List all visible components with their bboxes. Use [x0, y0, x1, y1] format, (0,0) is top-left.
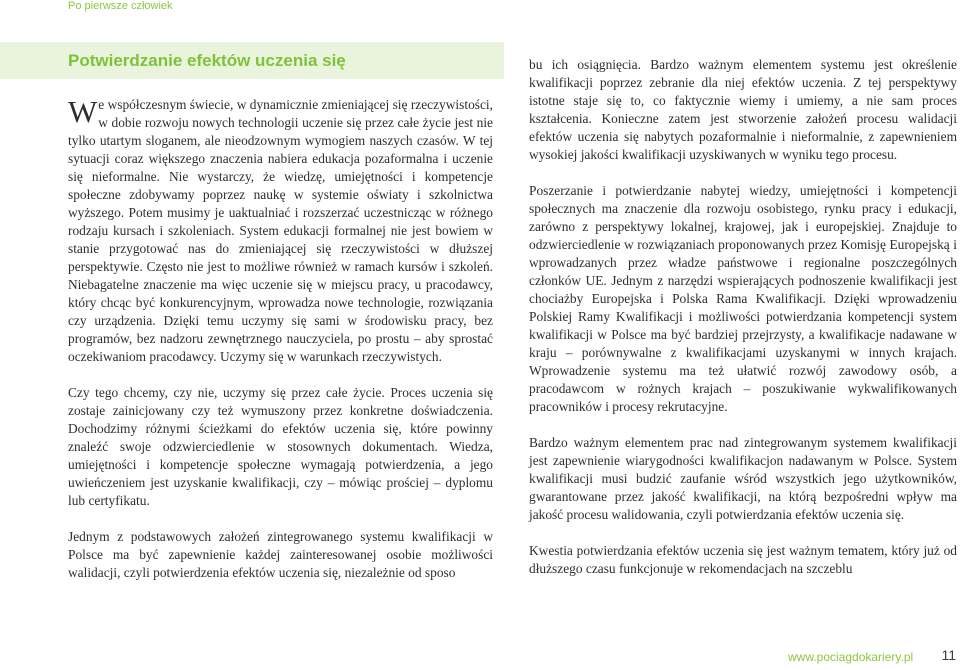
running-head: Po pierwsze człowiek: [68, 0, 173, 12]
page-number: 11: [941, 647, 956, 663]
paragraph-intro-text: e współczesnym świecie, w dynamicznie zmieniającej się rzeczywistości, w dobie rozwoju nowych technologii uczenie się przez całe życie jest nie tylko utartym sloganem, ale nieodzownym wymogiem naszych czasów. W tej sytuacji coraz większego znaczenia nabiera edukacja pozaformalna i uczenie się nieformalne. Nie wystarczy, że wiedzę, umiejętności i kompetencje społeczne zdobywamy poprzez naukę w systemie oświaty i szkolnictwa wyższego. Potem musimy je uaktualniać i rozszerzać uczestnicząc w różnego rodzaju kursach i szkoleniach. System edukacji formalnej nie jest bowiem w stanie przygotować nas do zmieniającej się rzeczywistości w dłuższej perspektywie. Często nie jest to możliwe również w ramach kursów i szkoleń. Niebagatelne znaczenie ma więc uczenie się w miejscu pracy, u pracodawcy, który chcąc być konkurencyjnym, wprowadza nowe technologie, rozwiązania czy urządzenia. Dzięki temu uczymy się sami w środowisku pracy, bez programów, bez nadzoru zewnętrznego nauczyciela, po prostu – aby sprostać oczekiwaniom pracodawcy. Uczymy się w warunkach rzeczywistych.: [68, 97, 493, 364]
paragraph: Poszerzanie i potwierdzanie nabytej wiedzy, umiejętności i kompetencji społecznych ma znaczenie dla rozwoju osobistego, rynku pracy i edukacji, zarówno z perspektywy lokalnej, krajowej, jak i europejskiej. Znajduje to odzwierciedlenie w rozwiązaniach proponowanych przez Komisję Europejską i wprowadzanych przez władze państwowe i regionalne poszczególnych członków UE. Jednym z narzędzi wspierających podnoszenie kwalifikacji jest chociażby Europejska i Polska Rama Kwalifikacji. Dzięki wprowadzeniu Polskiej Ramy Kwalifikacji i możliwości potwierdzania kompetencji system kwalifikacji w Polsce ma być bardziej przejrzysty, a kwalifikacje nadawane w kraju – porównywalne z kwalifikacjami uzyskanymi w innych krajach. Wprowadzenie systemu ma też ułatwić rozwój zawodowy osób, a pracodawcom w rożnych krajach – poszukiwanie wykwalifikowanych pracowników i procesy rekrutacyjne.: [529, 183, 957, 414]
left-column: [68, 96, 493, 582]
paragraph: Kwestia potwierdzania efektów uczenia się jest ważnym tematem, który już od dłuższego czasu funkcjonuje w rekomendacjach na szczeblu: [529, 543, 957, 576]
dropcap-letter: W: [68, 94, 98, 129]
paragraph: Czy tego chcemy, czy nie, uczymy się przez całe życie. Proces uczenia się zostaje zainicjowany czy też wymuszony przez konkretne doświadczenia. Dochodzimy różnymi ścieżkami do efektów uczenia się, które powinny znaleźć swoje odzwierciedlenie w stosownych dokumentach. Wiedza, umiejętności i kompetencje społeczne wymagają potwierdzenia, a jego uwieńczeniem jest uzyskanie kwalifikacji, czy – mówiąc prościej – dyplomu lub certyfikatu.: [68, 385, 493, 508]
section-title: Potwierdzanie efektów uczenia się: [68, 51, 346, 70]
paragraph: Jednym z podstawowych założeń zintegrowanego systemu kwalifikacji w Polsce ma być zapewnienie każdej zainteresowanej osobie możliwości walidacji, czyli potwierdzenia efektów uczenia się, niezależnie od sposo: [68, 529, 493, 580]
paragraph-intro: [68, 96, 493, 366]
paragraph: Bardzo ważnym elementem prac nad zintegrowanym systemem kwalifikacji jest zapewnienie wiarygodności kwalifikacjon nadawanym w Polsce. System kwalifikacji musi budzić zaufanie wśród wszystkich jego użytkowników, gwarantowane przez jakość kwalifikacji, na którą bezpośredni wpływ ma jakość procesu walidowania, czyli potwierdzania efektów uczenia się.: [529, 435, 957, 522]
right-column: [529, 56, 957, 578]
footer-website-link[interactable]: www.pociagdokariery.pl: [788, 650, 914, 664]
paragraph: bu ich osiągnięcia. Bardzo ważnym elementem systemu jest określenie kwalifikacji poprzez zebranie dla niej efektów uczenia. Z tej perspektywy istotne staje się to, co faktycznie wiemy i umiemy, a nie sam proces kształcenia. Konieczne zatem jest stworzenie założeń procesu walidacji efektów uczenia się nabytych pozaformalnie i nieformalnie, z zapewnieniem wysokiej jakości kwalifikacji uzyskiwanych w wyniku tego procesu.: [529, 57, 957, 162]
